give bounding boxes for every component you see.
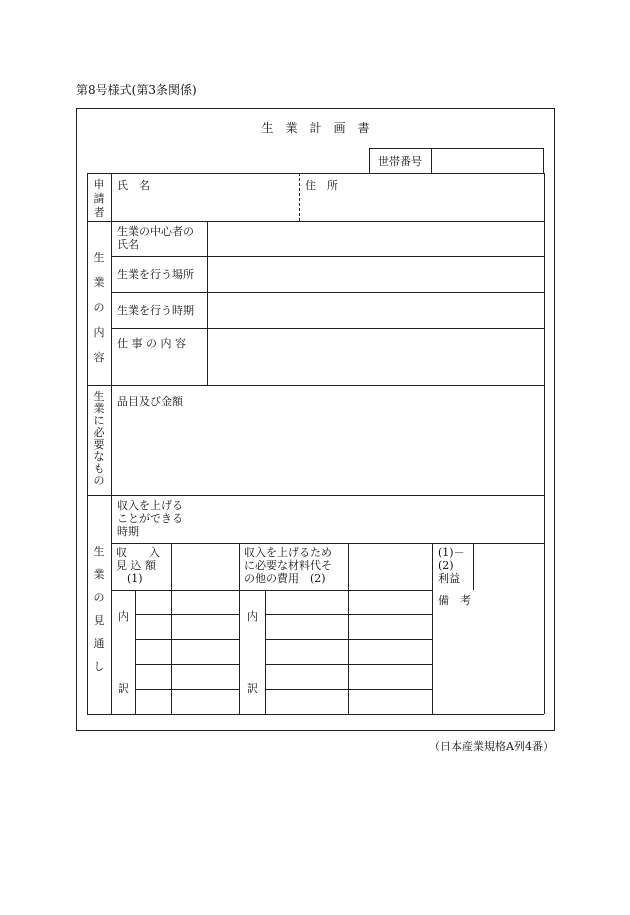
income-breakdown-label-bottom: 訳 [118, 682, 129, 695]
remarks-field[interactable] [433, 591, 543, 713]
household-number-label: 世帯番号 [378, 155, 422, 168]
items-and-amount-label: 品目及び金額 [117, 395, 183, 408]
business-period-label: 生業を行う時期 [117, 304, 194, 317]
business-place-label: 生業を行う場所 [117, 268, 194, 281]
applicant-address-field[interactable] [301, 174, 543, 220]
applicant-address-label: 住 所 [305, 179, 338, 192]
required-items-section-label: 生業に必要なもの [93, 390, 105, 487]
items-and-amount-field[interactable] [112, 386, 543, 494]
cost-total-field[interactable] [349, 544, 431, 589]
business-period-field[interactable] [208, 293, 543, 327]
applicant-name-field[interactable] [112, 174, 298, 220]
form-number: 第8号様式(第3条関係) [76, 83, 197, 97]
work-content-field[interactable] [208, 329, 543, 384]
cost-breakdown-label-bottom: 訳 [247, 682, 258, 695]
business-leader-label: 生業の中心者の 氏名 [117, 225, 194, 251]
outlook-section-label: 生業の見通し [93, 545, 105, 673]
business-content-section-label: 生業の内容 [93, 251, 105, 364]
household-number-box [369, 148, 544, 173]
cost-breakdown-label-top: 内 [247, 610, 258, 623]
profit-field[interactable] [474, 544, 543, 589]
business-leader-field[interactable] [208, 222, 543, 255]
cost-label: 収入を上げるため に必要な材料代そ の他の費用 (2) [244, 546, 332, 585]
expected-income-total-field[interactable] [172, 544, 238, 589]
household-number-field[interactable] [432, 149, 542, 172]
applicant-section-label: 申請者 [93, 178, 105, 219]
income-breakdown-label-top: 内 [118, 610, 129, 623]
form-title: 生 業 計 画 書 [261, 121, 370, 135]
work-content-label: 仕 事 の 内 容 [117, 337, 186, 350]
remarks-label: 備 考 [438, 594, 471, 607]
income-period-label: 収入を上げる ことができる 時期 [117, 499, 183, 538]
expected-income-label: 収 入 見 込 額 (1) [116, 546, 160, 585]
business-place-field[interactable] [208, 257, 543, 291]
applicant-name-label: 氏 名 [117, 179, 150, 192]
income-period-field[interactable] [200, 496, 543, 542]
paper-size-note: （日本産業規格A列4番） [429, 740, 554, 753]
profit-label: (1)－ (2) 利益 [438, 546, 465, 585]
